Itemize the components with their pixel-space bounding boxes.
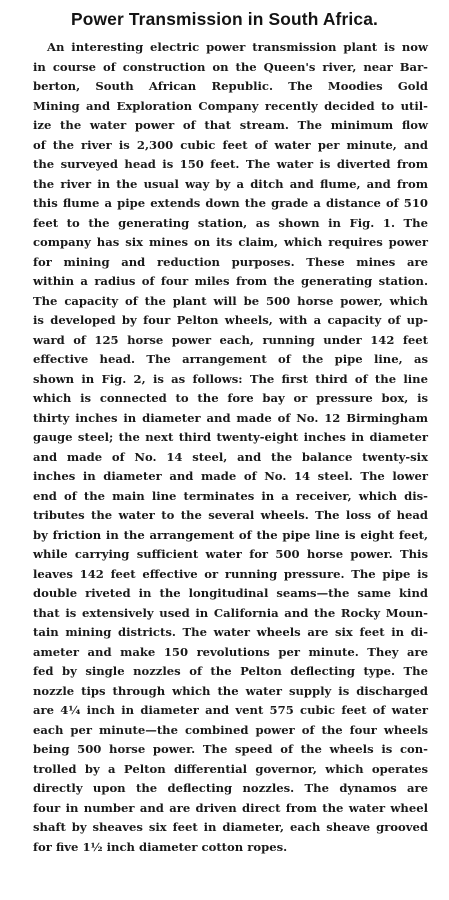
article-line: trolled by a Pelton differential governor, which operates: [33, 761, 428, 776]
article-line: tributes the water to the several wheels. The loss of head: [33, 508, 428, 522]
article-line: is developed by four Pelton wheels, with a capacity of up-: [33, 313, 428, 327]
article-line: are 4¼ inch in diameter and vent 575 cubic feet of water: [33, 703, 428, 717]
article-line: shown in Fig. 2, is as follows: The first third of the line: [33, 371, 428, 386]
article-line: end of the main line terminates in a receiver, which dis-: [33, 488, 428, 503]
article-line: An interesting electric power transmission plant is now: [47, 40, 428, 54]
article-line: of the river is 2,300 cubic feet of water per minute, and: [33, 137, 428, 152]
article-line: leaves 142 feet effective or running pressure. The pipe is: [33, 566, 428, 581]
article-line: ameter and make 150 revolutions per minute. They are: [33, 644, 428, 659]
article-line: inches in diameter and made of No. 14 steel. The lower: [33, 469, 428, 483]
article-line: fed by single nozzles of the Pelton deflecting type. The: [33, 664, 428, 678]
article-title: Power Transmission in South Africa.: [70, 9, 379, 29]
article-line: directly upon the deflecting nozzles. The dynamos are: [33, 781, 428, 795]
article-line: shaft by sheaves six feet in diameter, each sheave grooved: [33, 820, 428, 834]
article-line: nozzle tips through which the water supply is discharged: [33, 683, 428, 698]
article-line: four in number and are driven direct from the water wheel: [33, 800, 428, 815]
article-line: for five 1½ inch diameter cotton ropes.: [33, 839, 288, 854]
article-line: company has six mines on its claim, which requires power: [33, 235, 428, 249]
article-line: the river in the usual way by a ditch and flume, and from: [33, 176, 428, 191]
article-line: for mining and reduction purposes. These mines are: [33, 254, 428, 269]
article-line: this flume a pipe extends down the grade a distance of 510: [33, 196, 428, 210]
article-line: which is connected to the fore bay or pressure box, is: [33, 391, 428, 405]
article-line: double riveted in the longitudinal seams—the same kind: [33, 586, 428, 600]
article-body: [33, 38, 428, 857]
article-line: effective head. The arrangement of the pipe line, as: [33, 352, 428, 366]
article-line: berton, South African Republic. The Moodies Gold: [33, 79, 428, 93]
article-line: within a radius of four miles from the generating station.: [33, 274, 428, 288]
article-line: ward of 125 horse power each, running under 142 feet: [33, 332, 428, 347]
article-line: gauge steel; the next third twenty-eight inches in diameter: [33, 430, 428, 444]
article-line: the surveyed head is 150 feet. The water is diverted from: [33, 157, 428, 171]
article-line: The capacity of the plant will be 500 horse power, which: [33, 293, 428, 308]
article-line: while carrying sufficient water for 500 horse power. This: [33, 547, 428, 561]
article-line: tain mining districts. The water wheels are six feet in di-: [33, 625, 428, 639]
article-line: that is extensively used in California and the Rocky Moun-: [33, 605, 428, 620]
article-line: being 500 horse power. The speed of the wheels is con-: [33, 742, 428, 756]
article-line: feet to the generating station, as shown in Fig. 1. The: [33, 215, 428, 230]
article-line: ize the water power of that stream. The minimum flow: [33, 118, 428, 132]
article-line: and made of No. 14 steel, and the balance twenty-six: [33, 449, 428, 464]
article-line: thirty inches in diameter and made of No. 12 Birmingham: [33, 410, 428, 425]
article-line: in course of construction on the Queen's river, near Bar-: [33, 59, 428, 74]
article-line: each per minute—the combined power of the four wheels: [33, 722, 428, 737]
article-line: Mining and Exploration Company recently decided to util-: [33, 98, 428, 113]
article-line: by friction in the arrangement of the pipe line is eight feet,: [33, 527, 428, 542]
